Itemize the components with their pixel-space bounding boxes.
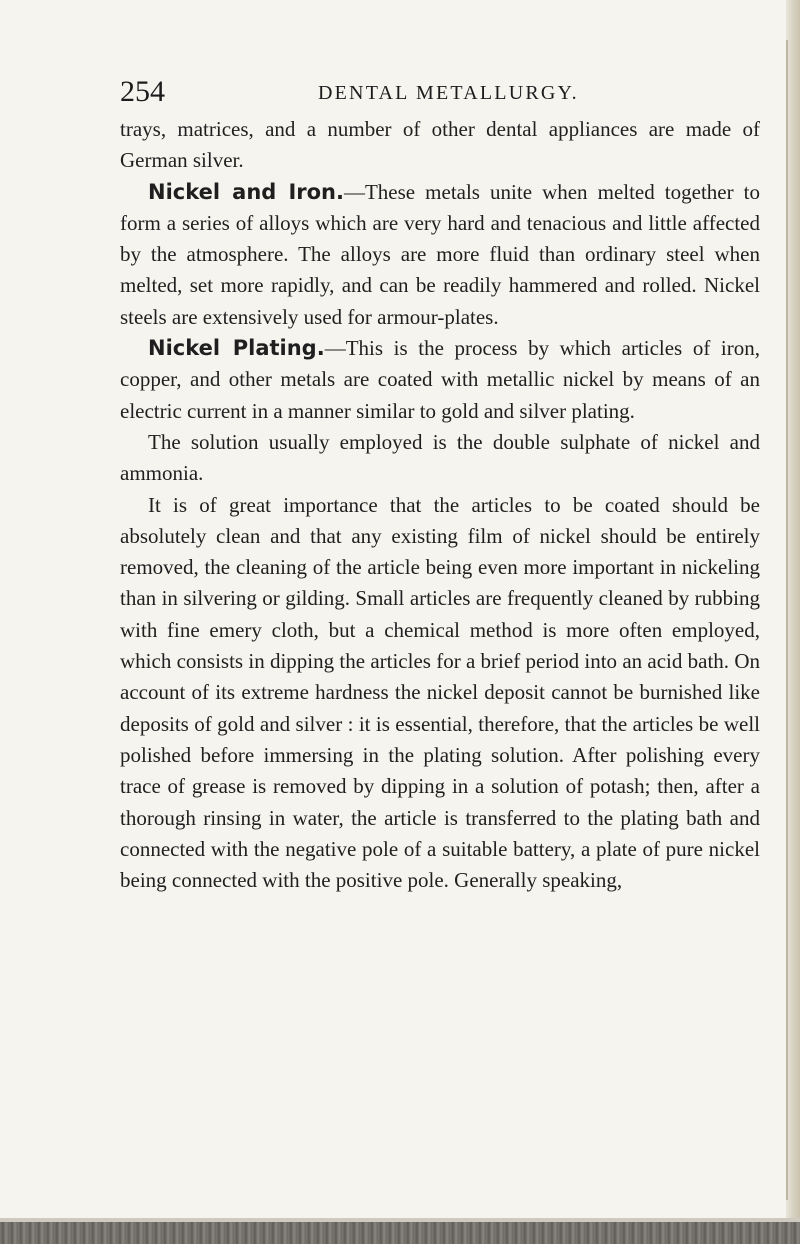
scan-bottom-strip xyxy=(0,1222,800,1244)
paragraph-solution xyxy=(120,427,760,490)
paragraph-text: It is of great importance that the articles to be coated should be absolutely clean and that any existing film of nickel should be entirely removed, the cleaning of the article being even more important in nickeling than in silvering or gilding. Small articles are frequently cleaned by rubbing with fine emery cloth, but a chemical method is more often employed, which consists in dipping the articles for a brief period into an acid bath. On account of its extreme hardness the nickel deposit cannot be burnished like deposits of gold and silver : it is essential, therefore, that the articles be well polished before immersing in the plating solution. After polishing every trace of grease is removed by dipping in a solution of potash; then, after a thorough rinsing in water, the article is transferred to the plating bath and connected with the negative pole of a suitable battery, a plate of pure nickel being connected with the positive pole. Generally speaking, xyxy=(120,492,760,893)
paragraph-text: —This is the process by which articles of iron, copper, and other metals are coated with metallic nickel by means of an electric current in a manner similar to gold and silver plating. xyxy=(120,336,760,423)
page-edge-line xyxy=(786,40,788,1200)
section-heading-nickel-plating: Nickel Plating. xyxy=(148,336,325,361)
paragraph-text: trays, matrices, and a number of other dental appliances are made of German silver. xyxy=(120,117,760,173)
page-number: 254 xyxy=(120,75,165,108)
body-text xyxy=(120,114,760,896)
running-title: DENTAL METALLURGY. xyxy=(318,82,579,104)
page-edge xyxy=(786,0,800,1244)
paragraph-nickel-and-iron xyxy=(120,177,760,333)
page-header xyxy=(120,74,760,114)
section-heading-nickel-and-iron: Nickel and Iron. xyxy=(148,179,344,204)
paragraph-text: —These metals unite when melted together to form a series of alloys which are very hard and tenacious and little affected by the atmosphere. The alloys are more fluid than ordinary steel when melted, set more rapidly, and can be readily hammered and rolled. Nickel steels are extensively used for armour-plates. xyxy=(120,179,760,329)
paragraph-cleaning xyxy=(120,490,760,897)
paragraph-nickel-plating xyxy=(120,333,760,427)
paragraph-text: The solution usually employed is the double sulphate of nickel and ammonia. xyxy=(120,429,760,486)
paragraph-continuation xyxy=(120,114,760,177)
